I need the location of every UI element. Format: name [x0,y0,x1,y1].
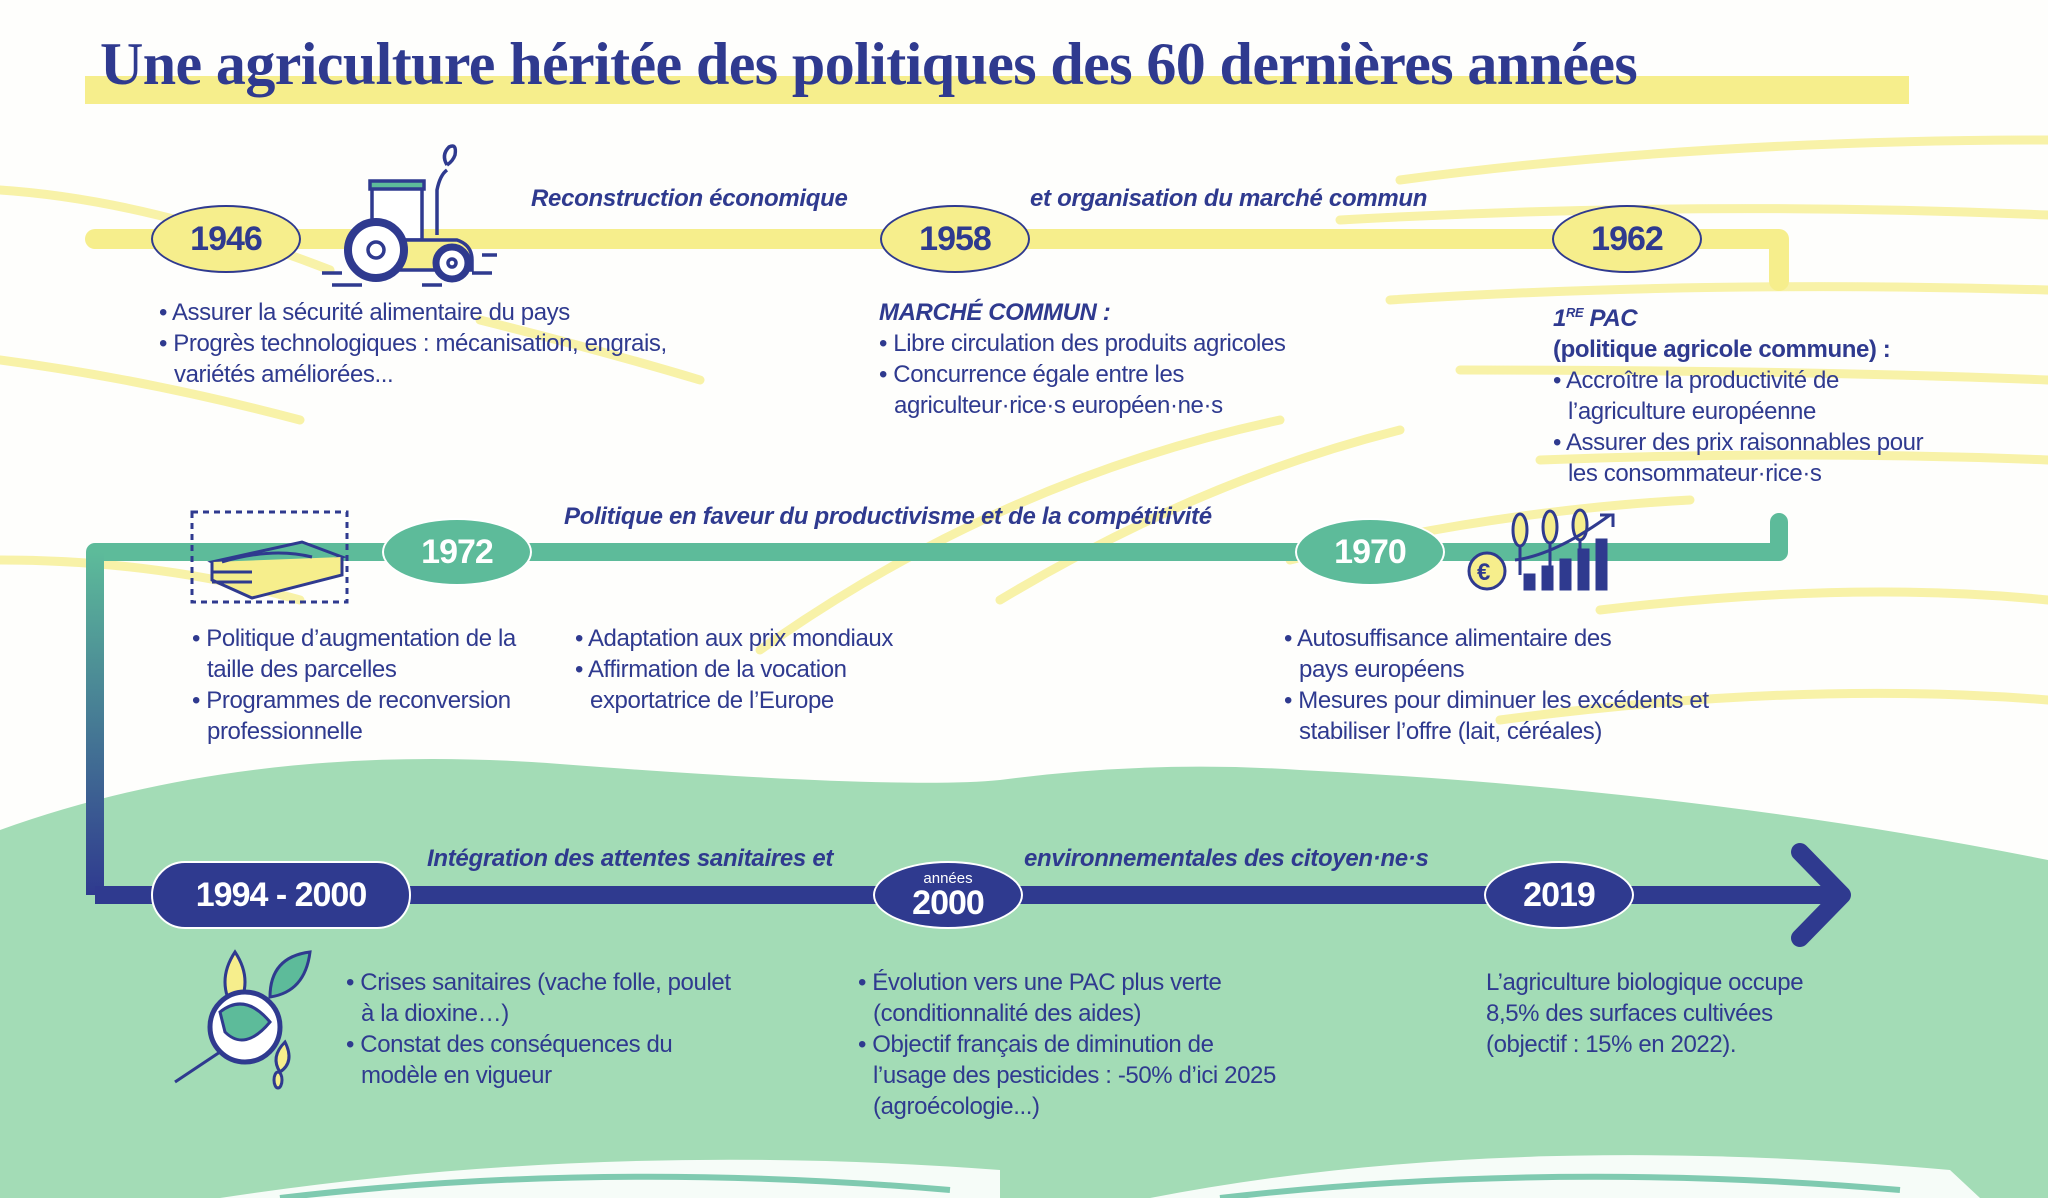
event-1946-text [159,297,679,390]
bullet: • Constat des conséquences du modèle en vigueur [346,1029,701,1091]
page-title: Une agriculture héritée des politiques des 60 dernières années [100,31,1638,97]
event-1970-text [1284,623,1764,747]
period-label-row1-part1: Reconstruction économique [531,185,848,212]
event-2000-text [858,967,1278,1122]
year-badge-2000 [873,861,1023,929]
period-label-row2: Politique en faveur du productivisme et de la compétitivité [564,503,1212,530]
bullet: • Concurrence égale entre les agriculteur·rice·s européen·ne·s [879,359,1254,421]
event-2019-text: L’agriculture biologique occupe 8,5% des surfaces cultivées (objectif : 15% en 2022). [1486,969,1804,1058]
bullet: • Libre circulation des produits agricoles [879,328,1359,359]
year-badge-1972: 1972 [382,518,532,586]
event-1972-text-left [192,623,562,747]
year-prefix: années [923,869,973,887]
event-heading: MARCHÉ COMMUN : [879,299,1111,326]
period-label-row3-part1: Intégration des attentes sanitaires et [427,845,834,872]
year: 2000 [912,883,984,922]
bullet: • Objectif français de diminution de l’usage des pesticides : -50% d’ici 2025 (agroécologie...) [858,1029,1283,1122]
bullet: • Progrès technologiques : mécanisation, engrais, variétés améliorées... [159,328,679,390]
bullet: • Accroître la productivité de l’agriculture européenne [1553,365,1908,427]
year-badge-1946: 1946 [151,205,301,273]
event-1962-text [1553,297,1973,489]
heading-rest: PAC [1583,305,1638,332]
tractor-icon [322,146,497,285]
event-subheading: (politique agricole commune) : [1553,336,1891,363]
year-badge-1970: 1970 [1295,518,1445,586]
bullet: • Adaptation aux prix mondiaux [575,623,975,654]
bullet: • Politique d’augmentation de la taille des parcelles [192,623,517,685]
bullet: • Autosuffisance alimentaire des pays européens [1284,623,1619,685]
bullet: • Programmes de reconversion professionnelle [192,685,527,747]
bullet: • Mesures pour diminuer les excédents et stabiliser l’offre (lait, céréales) [1284,685,1759,747]
event-1972-text-right [575,623,975,716]
period-label-row1-part2: et organisation du marché commun [1030,185,1428,212]
year-badge-1958: 1958 [880,205,1030,273]
year-badge-2019: 2019 [1484,861,1634,929]
heading-superscript: RE [1565,305,1584,320]
svg-text:€: € [1477,559,1491,586]
bullet: • Affirmation de la vocation exportatrice de l’Europe [575,654,900,716]
year-badge-1994-2000: 1994 - 2000 [151,861,411,929]
event-1994-2000-text [346,967,731,1091]
bullet: • Crises sanitaires (vache folle, poulet à la dioxine…) [346,967,731,1029]
heading-number: 1 [1553,305,1566,332]
event-heading [1553,297,1973,334]
year-badge-1962: 1962 [1552,205,1702,273]
period-label-row3-part2: environnementales des citoyen·ne·s [1024,845,1429,872]
bullet: • Assurer la sécurité alimentaire du pays [159,297,679,328]
bullet: • Assurer des prix raisonnables pour les consommateur·rice·s [1553,427,1928,489]
bullet: • Évolution vers une PAC plus verte (conditionnalité des aides) [858,967,1293,1029]
event-1958-text [879,297,1359,421]
